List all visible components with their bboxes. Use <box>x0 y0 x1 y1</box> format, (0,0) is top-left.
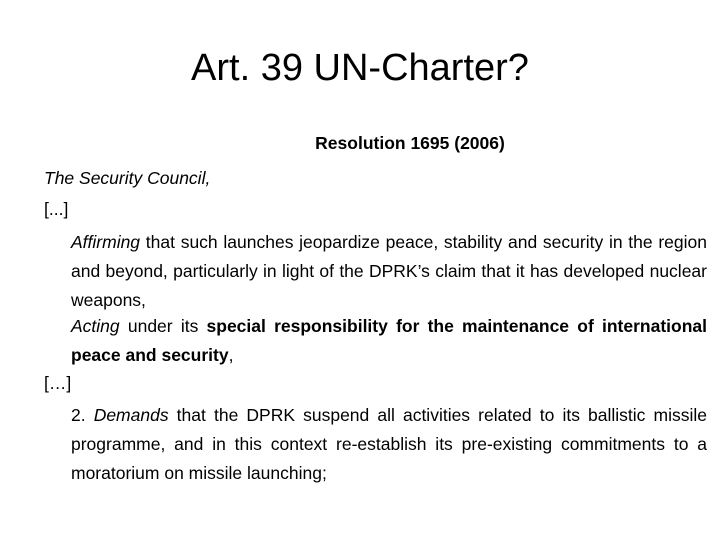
acting-keyword: Acting <box>71 316 120 336</box>
affirming-keyword: Affirming <box>71 232 141 252</box>
acting-paragraph <box>71 312 707 370</box>
acting-text-before: under its <box>119 316 207 336</box>
demands-number: 2. <box>71 405 94 425</box>
resolution-heading: Resolution 1695 (2006) <box>315 133 505 153</box>
acting-bold-text: special responsibility for the maintenance of international peace and security <box>71 316 707 365</box>
affirming-text: that such launches jeopardize peace, stability and security in the region and beyond, particularly in light of the DPRK’s claim that it has developed nuclear weapons, <box>71 232 707 310</box>
acting-text-after: , <box>228 345 234 365</box>
affirming-paragraph <box>71 228 707 315</box>
demands-keyword: Demands <box>93 405 169 425</box>
ellipsis-2: […] <box>44 373 72 393</box>
slide-title: Art. 39 UN-Charter? <box>191 47 529 89</box>
preamble-text: The Security Council, <box>44 168 211 188</box>
ellipsis-1: [...] <box>44 199 69 219</box>
demands-paragraph <box>71 401 707 488</box>
demands-text: that the DPRK suspend all activities related to its ballistic missile programme, and in this context re-establish its pre-existing commitments to a moratorium on missile launching; <box>71 405 707 483</box>
